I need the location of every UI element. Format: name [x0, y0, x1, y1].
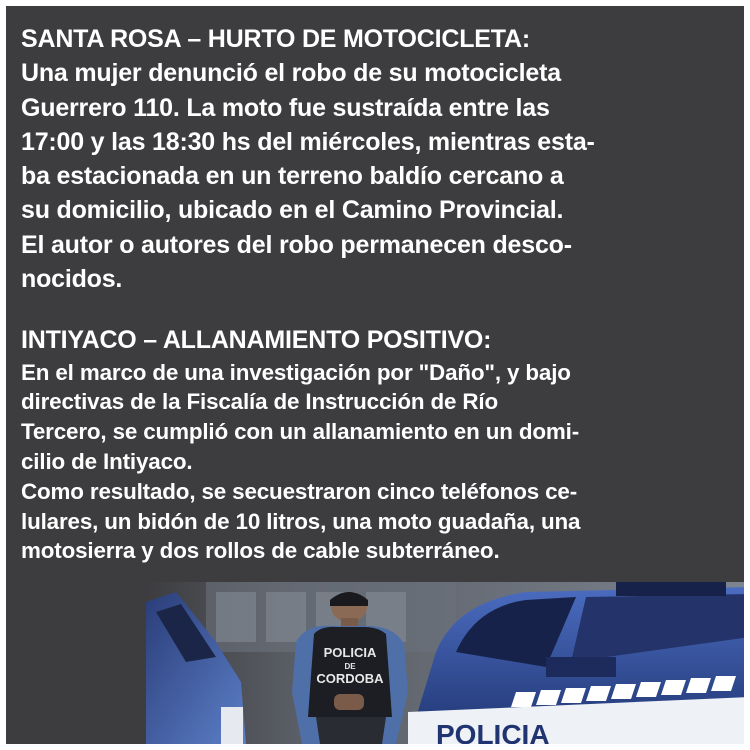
car-text: POLICIA	[436, 719, 550, 744]
police-scene-image	[146, 582, 744, 744]
intiyaco-heading: INTIYACO – ALLANAMIENTO POSITIVO:	[21, 326, 492, 355]
santa-rosa-heading: SANTA ROSA – HURTO DE MOTOCICLETA:	[21, 25, 530, 53]
vest-text-1: POLICIA	[323, 645, 377, 660]
dark-panel	[6, 6, 744, 744]
news-text	[21, 22, 733, 566]
vest-text-3: CORDOBA	[316, 671, 384, 686]
vest-text-2: DE	[344, 662, 356, 671]
police-photo	[146, 582, 744, 744]
intiyaco-body: En el marco de una investigación por "Daño", y bajo directivas de la Fiscalía de Instrucción de Río Tercero, se cumplió con un allanamiento en un domi- cilio de Intiyaco. Como resultado, se secuestraron cinco teléfonos ce- lulares, un bidón de 10 litros, una moto guadaña, una motosierra y dos rollos de cable subterráneo.	[21, 359, 581, 564]
santa-rosa-body: Una mujer denunció el robo de su motocicleta Guerrero 110. La moto fue sustraída entre las 17:00 y las 18:30 hs del miércoles, mientras esta- ba estacionada en un terreno baldío cercano a su domicilio, ubicado en el Camino Provincial. El autor o autores del robo permanecen desco- nocidos.	[21, 59, 595, 294]
